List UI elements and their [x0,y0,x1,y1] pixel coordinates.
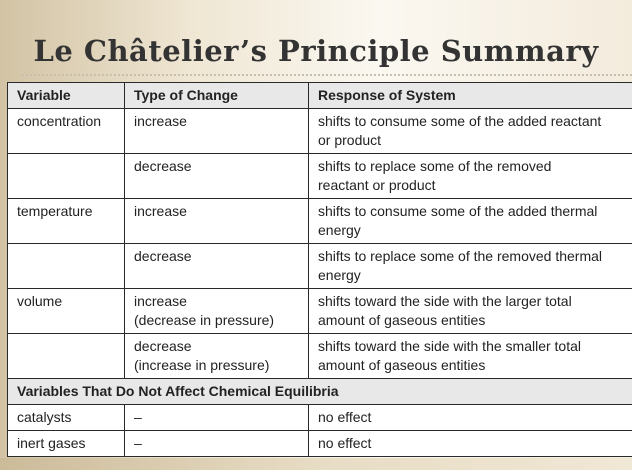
section-header: Variables That Do Not Affect Chemical Equilibria [8,379,632,405]
change-cell: increase [125,199,309,244]
variable-cell: inert gases [8,431,125,457]
change-cell: decrease [125,244,309,289]
change-cell: increase (decrease in pressure) [125,289,309,334]
table-row [8,405,632,431]
response-cell: shifts to replace some of the removed reactant or product [309,154,632,199]
table-header-row [8,83,632,109]
response-cell: no effect [309,405,632,431]
table-row [8,244,632,289]
footer-band [0,458,632,470]
response-cell: shifts to consume some of the added thermal energy [309,199,632,244]
column-header-response: Response of System [309,83,632,109]
variable-cell: volume [8,289,125,334]
variable-cell: temperature [8,199,125,244]
response-cell: no effect [309,431,632,457]
variable-cell: concentration [8,109,125,154]
table-row [8,154,632,199]
change-cell: – [125,431,309,457]
table-row [8,109,632,154]
column-header-variable: Variable [8,83,125,109]
title-divider [22,74,632,76]
column-header-type-of-change: Type of Change [125,83,309,109]
variable-cell-empty [8,334,125,379]
table-row [8,431,632,457]
summary-table [7,82,632,457]
page-title: Le Châtelier’s Principle Summary [33,34,599,68]
change-cell: – [125,405,309,431]
response-cell: shifts toward the side with the smaller total amount of gaseous entities [309,334,632,379]
change-cell: decrease (increase in pressure) [125,334,309,379]
table-row [8,199,632,244]
variable-cell-empty [8,244,125,289]
change-cell: decrease [125,154,309,199]
response-cell: shifts to consume some of the added reactant or product [309,109,632,154]
variable-cell: catalysts [8,405,125,431]
section-header-row [8,379,632,405]
response-cell: shifts toward the side with the larger total amount of gaseous entities [309,289,632,334]
change-cell: increase [125,109,309,154]
response-cell: shifts to replace some of the removed thermal energy [309,244,632,289]
table-row [8,334,632,379]
table-row [8,289,632,334]
variable-cell-empty [8,154,125,199]
